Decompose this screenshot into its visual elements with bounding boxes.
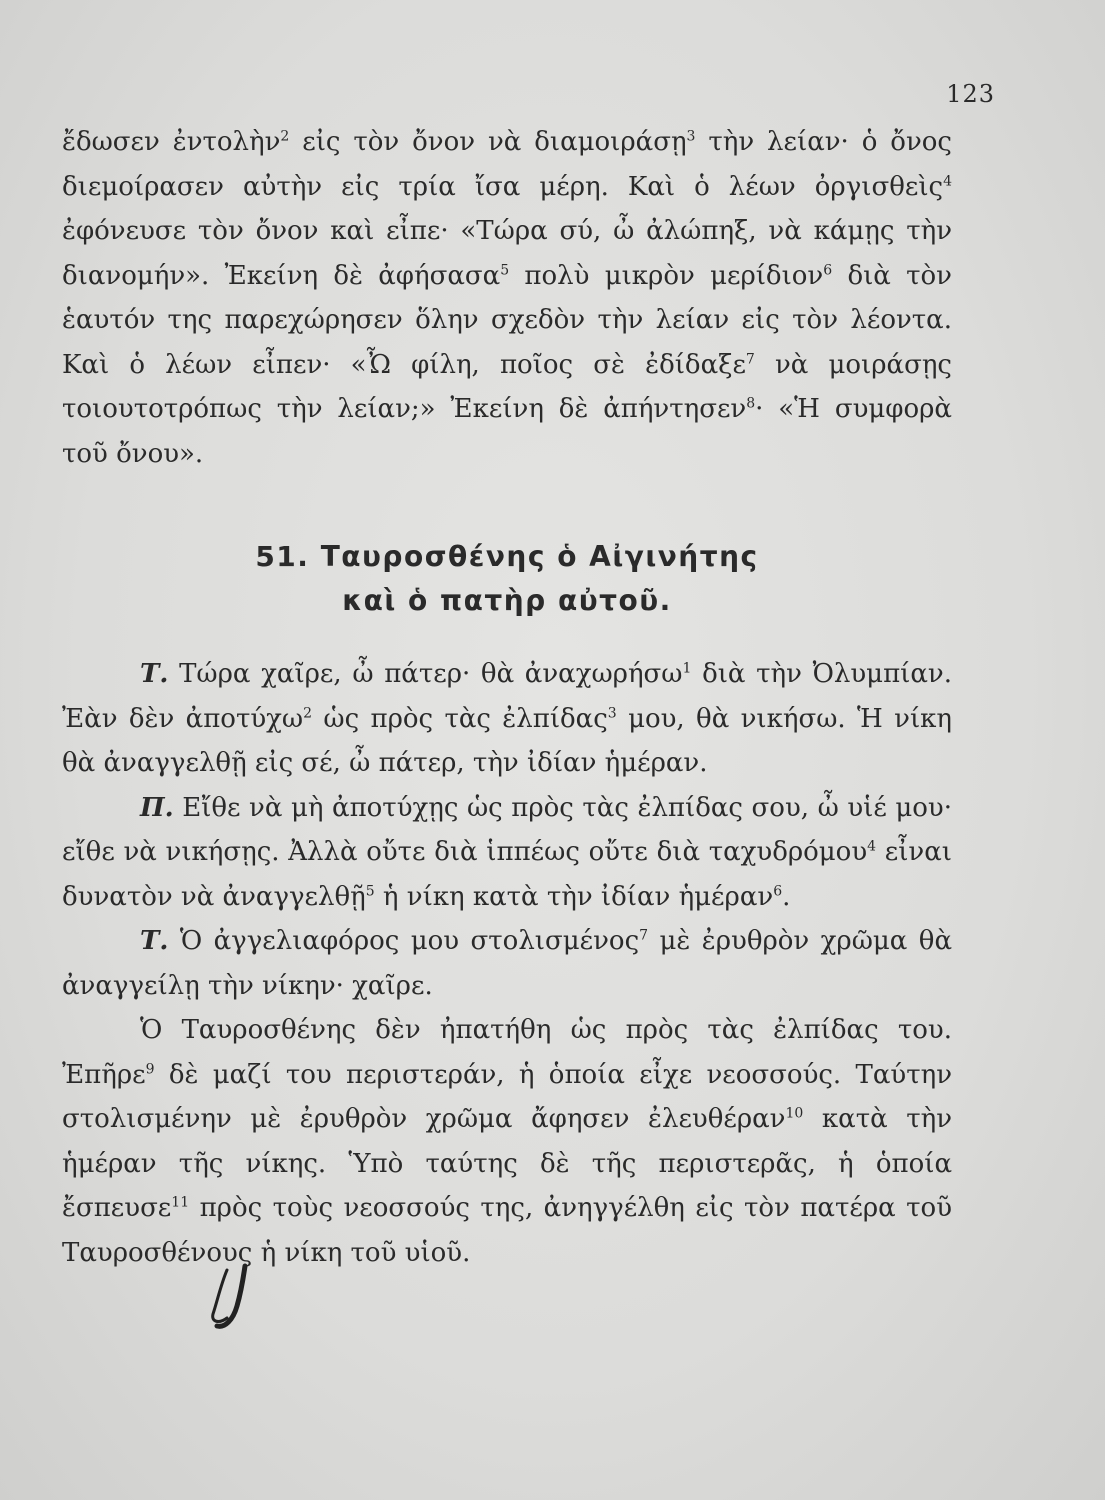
speaker-label: Τ. — [140, 926, 169, 956]
text-run: διὰ τὸν ἑαυτόν της παρεχώρησεν ὅλην σχεδὸν τὴν λείαν εἰς τὸν λέοντα. Καὶ ὁ λέων εἶπεν· «Ὦ φίλη, ποῖος σὲ ἐδίδαξε — [62, 260, 952, 380]
text-run: Τώρα χαῖρε, ὦ πάτερ· θὰ ἀναχωρήσω — [168, 659, 683, 689]
footnote-marker: 7 — [745, 350, 755, 367]
text-run: . — [782, 881, 791, 912]
dialogue-paragraph — [62, 1008, 952, 1275]
text-run: εἶναι δυνατὸν νὰ ἀναγγελθῇ — [62, 837, 952, 912]
text-run: δὲ μαζί του περιστεράν, ἡ ὁποία εἶχε νεοσσούς. Ταύτην στολισμένην μὲ ἐρυθρὸν χρῶμα ἄφησεν ἐλευθέραν — [62, 1059, 952, 1134]
text-run: ἐφόνευσε τὸν ὄνον καὶ εἶπε· «Τώρα σύ, ὦ ἀλώπηξ, νὰ κάμῃς τὴν διανομήν». Ἐκείνη δὲ ἀφήσασα — [62, 216, 952, 291]
footnote-marker: 2 — [303, 704, 313, 721]
text-run: εἰς τὸν ὄνον νὰ διαμοιράσῃ — [289, 127, 687, 157]
footnote-marker: 4 — [943, 172, 952, 189]
footnote-marker: 6 — [823, 261, 833, 278]
footnote-marker: 5 — [500, 261, 510, 278]
text-run: διὰ τὴν Ὀλυμπίαν. Ἐὰν δὲν ἀποτύχω — [62, 659, 952, 734]
text-run: ἔδωσεν ἐντολὴν — [62, 127, 281, 157]
continued-paragraph — [62, 120, 952, 476]
text-run: κατὰ τὴν ἡμέραν τῆς νίκης. Ὑπὸ ταύτης δὲ τῆς περιστερᾶς, ἡ ὁποία ἔσπευσε — [62, 1104, 953, 1223]
dialogue-block — [62, 652, 952, 1275]
dialogue-paragraph — [62, 919, 952, 1008]
footnote-marker: 9 — [145, 1060, 155, 1077]
footnote-marker: 7 — [639, 927, 649, 944]
section-title: Ταυροσθένης ὁ Αἰγινήτης — [320, 540, 759, 573]
text-run: μὲ ἐρυθρὸν χρῶμα θὰ ἀναγγείλῃ τὴν νίκην· χαῖρε. — [62, 926, 952, 1001]
footnote-marker: 10 — [785, 1105, 804, 1122]
dialogue-paragraph — [62, 652, 952, 786]
text-run: μου, θὰ νικήσω. Ἡ νίκη θὰ ἀναγγελθῇ εἰς σέ, ὦ πάτερ, τὴν ἰδίαν ἡμέραν. — [62, 703, 952, 778]
speaker-label: Π. — [140, 792, 174, 823]
text-run: Ὁ ἀγγελιαφόρος μου στολισμένος — [168, 926, 640, 956]
text-run: Ὁ Ταυροσθένης δὲν ἠπατήθη ὡς πρὸς τὰς ἐλπίδας του. Ἐπῆρε — [62, 1015, 952, 1090]
footnote-marker: 1 — [682, 660, 692, 677]
section-number: 51. — [255, 540, 310, 573]
page-number: 123 — [946, 80, 995, 108]
paragraph — [62, 120, 952, 476]
footnote-marker: 6 — [773, 882, 783, 899]
dialogue-paragraph — [62, 786, 952, 920]
handwritten-mark-icon — [205, 1262, 265, 1332]
footnote-marker: 11 — [171, 1194, 190, 1211]
text-run: πολὺ μικρὸν μερίδιον — [509, 260, 824, 291]
footnote-marker: 8 — [746, 395, 756, 412]
footnote-marker: 3 — [607, 704, 617, 721]
footnote-marker: 4 — [867, 838, 877, 855]
text-run: Εἴθε νὰ μὴ ἀποτύχῃς ὡς πρὸς τὰς ἐλπίδας σου, ὦ υἱέ μου· εἴθε νὰ νικήσῃς. Ἀλλὰ οὔτε διὰ ἱππέως οὔτε διὰ ταχυδρόμου — [62, 792, 952, 867]
section-title-line-1 — [62, 535, 952, 579]
text-run: νὰ μοιράσῃς τοιουτοτρόπως τὴν λείαν;» Ἐκείνη δὲ ἀπήντησεν — [62, 349, 952, 424]
text-run: ὡς πρὸς τὰς ἐλπίδας — [312, 703, 608, 734]
speaker-label: Τ. — [140, 659, 169, 689]
footnote-marker: 3 — [686, 128, 696, 145]
section-heading — [62, 535, 952, 623]
footnote-marker: 2 — [280, 128, 290, 145]
section-title-line-2: καὶ ὁ πατὴρ αὐτοῦ. — [342, 584, 672, 617]
text-run: τὴν λείαν· ὁ ὄνος διεμοίρασεν αὐτὴν εἰς τρία ἴσα μέρη. Καὶ ὁ λέων ὀργισθεὶς — [62, 127, 952, 202]
footnote-marker: 5 — [365, 882, 375, 899]
text-run: πρὸς τοὺς νεοσσούς της, ἀνηγγέλθη εἰς τὸν πατέρα τοῦ Ταυροσθένους ἡ νίκη τοῦ υἱοῦ. — [62, 1193, 952, 1268]
text-run: ἡ νίκη κατὰ τὴν ἰδίαν ἡμέραν — [374, 881, 774, 912]
text-run: · «Ἡ συμφορὰ τοῦ ὄνου». — [62, 394, 952, 469]
